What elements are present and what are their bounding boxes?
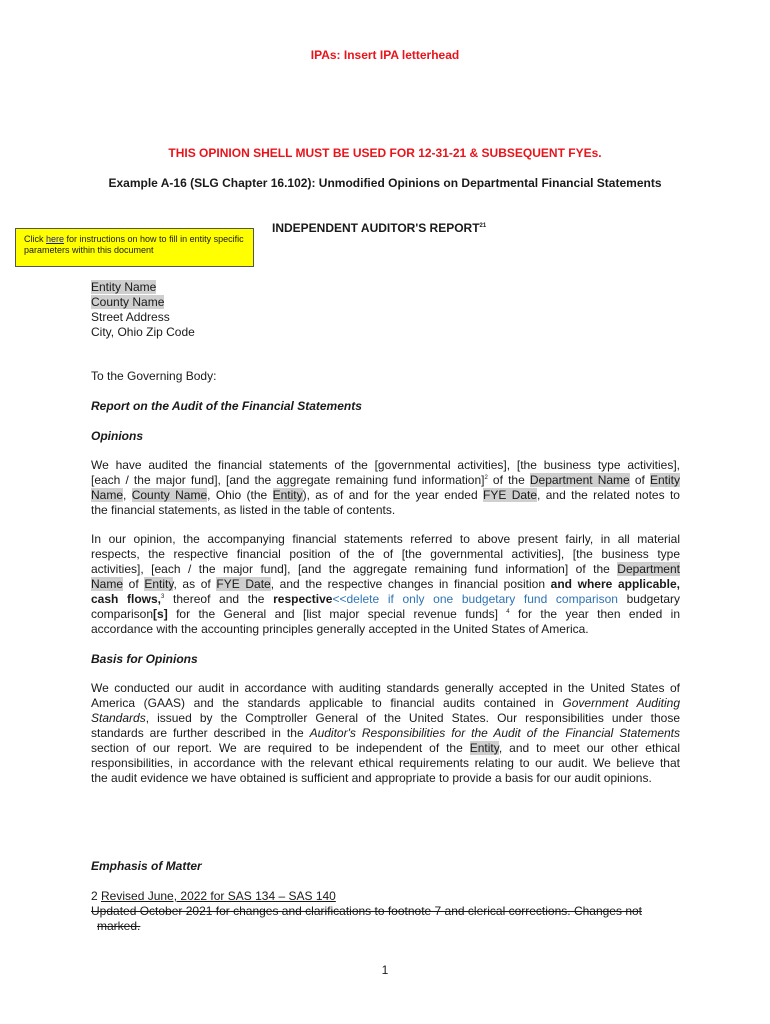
footnote-updated-line2: marked. xyxy=(97,919,141,933)
p2-line1: In our opinion, the accompanying financial statements referred to above present fairly, in all material xyxy=(91,532,680,546)
address-block xyxy=(91,280,195,340)
p1-line4: the financial statements, as listed in the table of contents. xyxy=(91,503,396,517)
p3-line7: the audit evidence we have obtained is sufficient and appropriate to provide a basis for our audit opinions. xyxy=(91,771,652,785)
footnote-number: 2 xyxy=(91,889,102,903)
page-number: 1 xyxy=(381,963,389,977)
p1-line1: We have audited the financial statements of the [governmental activities], [the business type activities], xyxy=(91,458,680,472)
city-zip: City, Ohio Zip Code xyxy=(91,325,195,339)
instructions-link[interactable]: here xyxy=(46,234,65,244)
p3-line3: Standards, issued by the Comptroller General of the United States. Our responsibilities under those xyxy=(91,711,680,725)
report-heading: Report on the Audit of the Financial Statements xyxy=(91,399,362,413)
p2-line4: Name of Entity, as of FYE Date, and the respective changes in financial position and where applicable, xyxy=(91,577,680,591)
emphasis-heading: Emphasis of Matter xyxy=(91,859,202,873)
letterhead-placeholder: IPAs: Insert IPA letterhead xyxy=(310,48,460,62)
county-name: County Name xyxy=(91,295,165,309)
p3-line4: standards are further described in the Auditor's Responsibilities for the Audit of the Financial Statements xyxy=(91,726,680,740)
opinions-paragraph-2 xyxy=(91,532,680,637)
p3-line6: responsibilities, in accordance with the relevant ethical requirements relating to our audit. We believe that xyxy=(91,756,680,770)
example-title: Example A-16 (SLG Chapter 16.102): Unmodified Opinions on Departmental Financial Statements xyxy=(108,176,662,190)
footnote-revised: Revised June, 2022 for SAS 134 – SAS 140 xyxy=(101,889,336,903)
footnote xyxy=(91,889,681,934)
footnote-updated-line1: Updated October 2021 for changes and clarifications to footnote 7 and clerical corrections. Changes not xyxy=(91,904,642,918)
opinions-heading: Opinions xyxy=(91,429,143,443)
p2-line7: accordance with the accounting principles generally accepted in the United States of America. xyxy=(91,622,589,636)
report-title-footnote: 21 xyxy=(479,223,487,229)
note-prefix: Click xyxy=(24,234,46,244)
p3-line1: We conducted our audit in accordance with auditing standards generally accepted in the United States of xyxy=(91,681,680,695)
instructions-note xyxy=(15,228,254,267)
note-suffix: for instructions on how to fill in entity specific parameters within this document xyxy=(24,234,244,255)
p2-line5: cash flows,$^3$ thereof and the respective<<delete if only one budgetary fund comparison budgetary xyxy=(91,592,680,606)
basis-heading: Basis for Opinions xyxy=(91,652,198,666)
report-title-text: INDEPENDENT AUDITOR'S REPORT xyxy=(272,221,480,235)
p2-line2: respects, the respective financial position of the of [the governmental activities], [the business type xyxy=(91,547,680,561)
street-address: Street Address xyxy=(91,310,170,324)
p3-line5: section of our report. We are required to be independent of the Entity, and to meet our other ethical xyxy=(91,741,680,755)
p2-line3: activities], [each / the major fund], [and the aggregate remaining fund information] of the Department xyxy=(91,562,680,576)
basis-paragraph xyxy=(91,681,680,786)
entity-name: Entity Name xyxy=(91,280,157,294)
salutation: To the Governing Body: xyxy=(91,369,217,383)
p1-line2: [each / the major fund], [and the aggregate remaining fund information]$^2$ of the Department Name of Entity xyxy=(91,473,680,487)
report-title xyxy=(272,221,486,235)
p3-line2: America (GAAS) and the standards applicable to financial audits contained in Government Auditing xyxy=(91,696,680,710)
warning-banner: THIS OPINION SHELL MUST BE USED FOR 12-31-21 & SUBSEQUENT FYEs. xyxy=(168,146,602,160)
opinions-paragraph-1 xyxy=(91,458,680,518)
p2-line6: comparison[s] for the General and [list major special revenue funds] $^4$ for the year then ended in xyxy=(91,607,680,621)
p1-line3: Name, County Name, Ohio (the Entity), as of and for the year ended FYE Date, and the related notes to xyxy=(91,488,680,502)
